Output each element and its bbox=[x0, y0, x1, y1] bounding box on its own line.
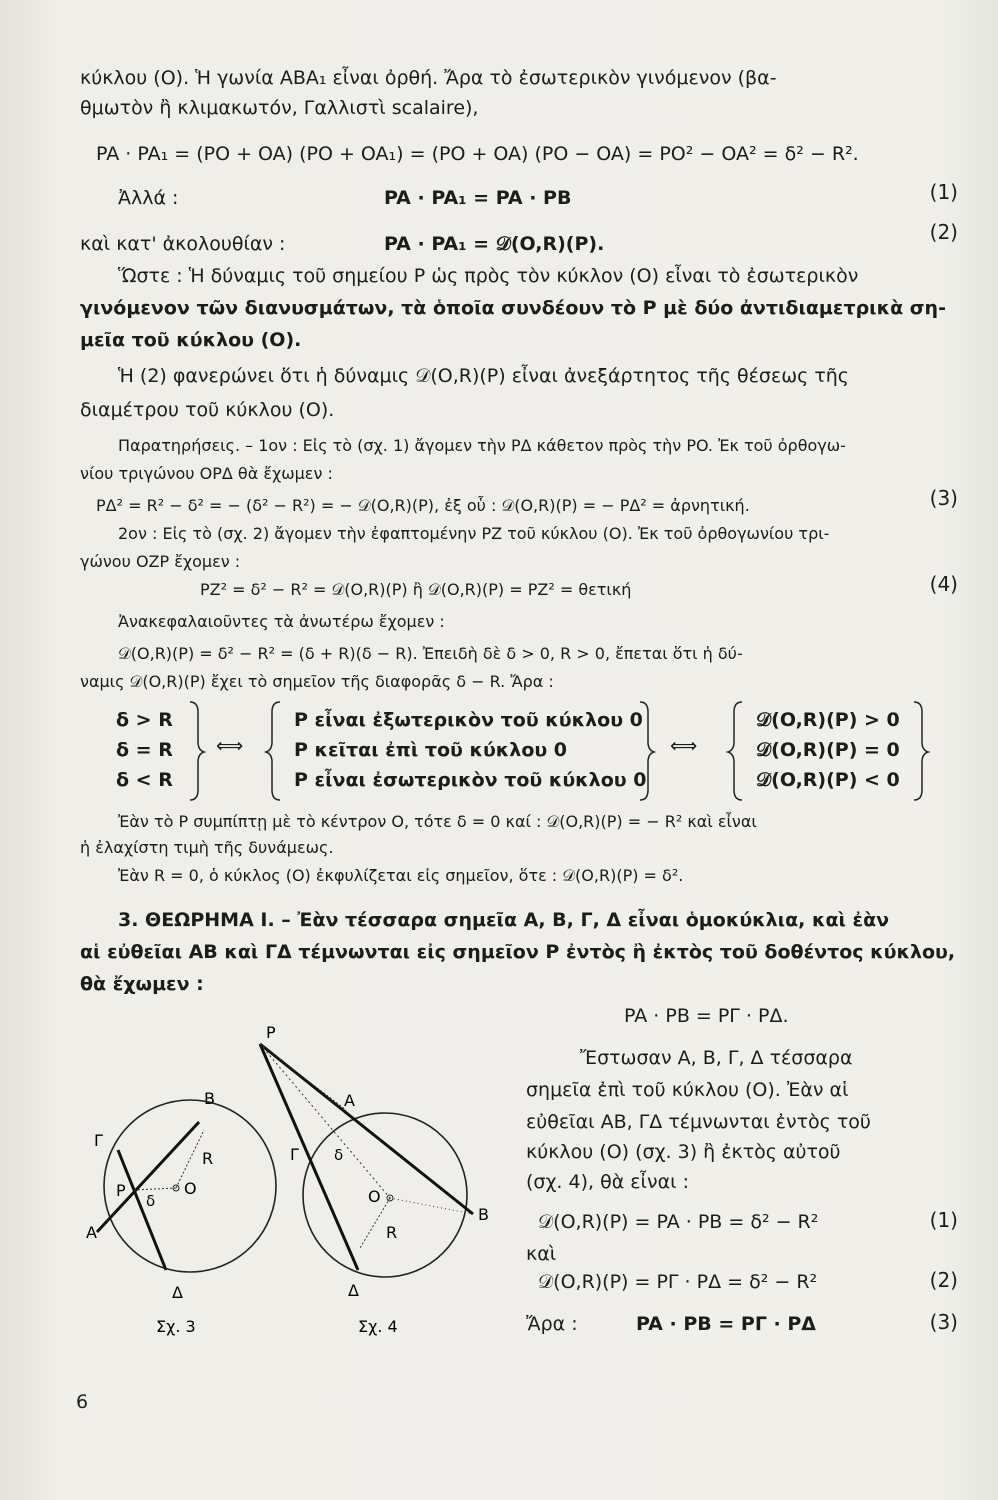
equation-number-4: (4) bbox=[929, 572, 958, 596]
equation-3: PΔ² = R² − δ² = − (δ² − R²) = − 𝒟(O,R)(P), ἐξ οὗ : 𝒟(O,R)(P) = − PΔ² = ἀρνητική. bbox=[96, 496, 750, 515]
equivalence-arrow-left: ⟺ bbox=[216, 735, 244, 757]
summary-line-2: ναμις 𝒟(O,R)(P) ἔχει τὸ σημεῖον τῆς διαφορᾶς δ − R. Ἄρα : bbox=[80, 672, 554, 691]
center-case-line-2: ἡ ἐλαχίστη τιμὴ τῆς δυνάμεως. bbox=[80, 838, 334, 857]
figure-3-caption: Σχ. 3 bbox=[156, 1317, 196, 1336]
svg-text:δ: δ bbox=[146, 1192, 156, 1210]
svg-text:Γ: Γ bbox=[94, 1131, 103, 1150]
proof-line-1: Ἔστωσαν Α, Β, Γ, Δ τέσσαρα bbox=[580, 1047, 853, 1069]
text-line-2: θμωτὸν ἢ κλιμακωτόν, Γαλλιστὶ scalaire), bbox=[80, 97, 479, 119]
summary-intro: Ἀνακεφαλαιοῦντες τὰ ἀνωτέρω ἔχομεν : bbox=[118, 612, 445, 631]
proof-equation-1: 𝒟(O,R)(P) = PA · PB = δ² − R² bbox=[538, 1211, 819, 1233]
figure-4 bbox=[260, 1023, 489, 1336]
equation-number-1: (1) bbox=[929, 180, 958, 204]
equivalence-arrow-right: ⟺ bbox=[670, 735, 698, 757]
figure-4-caption: Σχ. 4 bbox=[358, 1317, 398, 1336]
figure-3 bbox=[86, 1089, 276, 1336]
case-delta-equal: δ = R bbox=[116, 739, 173, 761]
svg-text:Β: Β bbox=[204, 1089, 215, 1108]
proof-equation-2: 𝒟(O,R)(P) = PΓ · PΔ = δ² − R² bbox=[538, 1271, 818, 1293]
case-on-circle: P κεῖται ἐπὶ τοῦ κύκλου 0 bbox=[294, 739, 568, 761]
svg-text:Δ: Δ bbox=[348, 1281, 359, 1300]
theorem-line-1: 3. ΘΕΩΡΗΜΑ Ι. – Ἐὰν τέσσαρα σημεῖα Α, Β, Γ, Δ εἶναι ὁμοκύκλια, καὶ ἐὰν bbox=[118, 909, 890, 931]
proof-equation-number-3: (3) bbox=[929, 1310, 958, 1334]
theorem-statement: PA · PB = PΓ · PΔ. bbox=[624, 1005, 789, 1027]
case-exterior: P εἶναι ἐξωτερικὸν τοῦ κύκλου 0 bbox=[294, 709, 643, 731]
proof-line-5: (σχ. 4), θὰ εἶναι : bbox=[526, 1171, 689, 1193]
conclusion-line-2: γινόμενον τῶν διανυσμάτων, τὰ ὁποῖα συνδέουν τὸ P μὲ δύο ἀντιδιαμετρικὰ ση- bbox=[80, 297, 946, 319]
svg-text:P: P bbox=[266, 1023, 276, 1042]
center-case-line-1: Ἐὰν τὸ P συμπίπτῃ μὲ τὸ κέντρον O, τότε δ = 0 καί : 𝒟(O,R)(P) = − R² καὶ εἶναι bbox=[118, 812, 757, 831]
power-negative: 𝒟(O,R)(P) < 0 bbox=[756, 769, 900, 791]
svg-text:Δ: Δ bbox=[172, 1283, 183, 1302]
proof-ara: Ἄρα : bbox=[526, 1313, 578, 1335]
power-positive: 𝒟(O,R)(P) > 0 bbox=[756, 709, 900, 731]
svg-text:δ: δ bbox=[334, 1146, 344, 1164]
paragraph-2-line-1: Ἡ (2) φανερώνει ὅτι ἡ δύναμις 𝒟(O,R)(P) εἶναι ἀνεξάρτητος τῆς θέσεως τῆς bbox=[118, 365, 849, 387]
text-alla: Ἀλλά : bbox=[118, 187, 179, 209]
equation-1: PA · PA₁ = PA · PB bbox=[384, 187, 572, 209]
proof-equation-number-1: (1) bbox=[929, 1208, 958, 1232]
remark-2-line-1: 2ον : Εἰς τὸ (σχ. 2) ἄγομεν τὴν ἐφαπτομένην PZ τοῦ κύκλου (O). Ἐκ τοῦ ὀρθογωνίου τρι- bbox=[118, 524, 830, 543]
summary-line-1: 𝒟(O,R)(P) = δ² − R² = (δ + R)(δ − R). Ἐπειδὴ δὲ δ > 0, R > 0, ἔπεται ὅτι ἡ δύ- bbox=[118, 644, 743, 663]
degenerate-case: Ἐὰν R = 0, ὁ κύκλος (O) ἐκφυλίζεται εἰς σημεῖον, ὅτε : 𝒟(O,R)(P) = δ². bbox=[118, 866, 684, 885]
svg-text:A: A bbox=[344, 1091, 355, 1110]
proof-equation-3: PA · PB = PΓ · PΔ bbox=[636, 1313, 816, 1335]
theorem-line-2: αἱ εὐθεῖαι ΑΒ καὶ ΓΔ τέμνωνται εἰς σημεῖον P ἐντὸς ἢ ἐκτὸς τοῦ δοθέντος κύκλου, bbox=[80, 941, 956, 963]
equation-number-3: (3) bbox=[929, 486, 958, 510]
svg-text:B: B bbox=[478, 1205, 489, 1224]
svg-text:O: O bbox=[368, 1187, 381, 1206]
figures-svg bbox=[80, 1020, 520, 1340]
conclusion-line-3: μεῖα τοῦ κύκλου (O). bbox=[80, 329, 302, 351]
svg-text:R: R bbox=[386, 1223, 398, 1242]
remark-2-line-2: γώνου OZP ἔχομεν : bbox=[80, 552, 241, 571]
text-line-1: κύκλου (Ο). Ἡ γωνία ΑΒΑ₁ εἶναι ὀρθή. Ἄρα τὸ ἐσωτερικὸν γινόμενον (βα- bbox=[80, 67, 777, 89]
case-delta-less: δ < R bbox=[116, 769, 173, 791]
proof-line-4: κύκλου (O) (σχ. 3) ἢ ἐκτὸς αὐτοῦ bbox=[526, 1141, 841, 1163]
proof-line-2: σημεῖα ἐπὶ τοῦ κύκλου (O). Ἐὰν αἱ bbox=[526, 1079, 849, 1101]
equation-4: PZ² = δ² − R² = 𝒟(O,R)(P) ἢ 𝒟(O,R)(P) = PZ² = θετική bbox=[200, 580, 632, 599]
remarks-line-2: νίου τριγώνου ΟΡΔ θὰ ἔχωμεν : bbox=[80, 464, 333, 483]
equation-2: PA · PA₁ = 𝒟(O,R)(P). bbox=[384, 233, 605, 255]
paragraph-2-line-2: διαμέτρου τοῦ κύκλου (O). bbox=[80, 399, 335, 421]
conclusion-line-1: Ὥστε : Ἡ δύναμις τοῦ σημείου P ὡς πρὸς τὸν κύκλον (O) εἶναι τὸ ἐσωτερικὸν bbox=[118, 265, 859, 287]
proof-line-3: εὐθεῖαι ΑΒ, ΓΔ τέμνωνται ἐντὸς τοῦ bbox=[526, 1111, 871, 1133]
proof-kai: καὶ bbox=[526, 1243, 557, 1265]
svg-text:P: P bbox=[116, 1181, 126, 1200]
remarks-line-1: Παρατηρήσεις. – 1ον : Εἰς τὸ (σχ. 1) ἄγομεν τὴν PΔ κάθετον πρὸς τὴν PO. Ἐκ τοῦ ὀρθογω- bbox=[118, 436, 846, 455]
case-interior: P εἶναι ἐσωτερικὸν τοῦ κύκλου 0 bbox=[294, 769, 647, 791]
equation-vector-product: PA · PA₁ = (PO + OA) (PO + OA₁) = (PO + OA) (PO − OA) = PO² − OA² = δ² − R². bbox=[96, 143, 859, 165]
power-zero: 𝒟(O,R)(P) = 0 bbox=[756, 739, 900, 761]
svg-text:A: A bbox=[86, 1223, 97, 1242]
page-number: 6 bbox=[76, 1391, 89, 1413]
equation-number-2: (2) bbox=[929, 220, 958, 244]
proof-equation-number-2: (2) bbox=[929, 1268, 958, 1292]
case-delta-greater: δ > R bbox=[116, 709, 173, 731]
svg-text:R: R bbox=[202, 1149, 214, 1168]
svg-text:Γ: Γ bbox=[290, 1145, 299, 1164]
theorem-line-3: θὰ ἔχωμεν : bbox=[80, 973, 204, 995]
text-kai-kat: καὶ κατ' ἀκολουθίαν : bbox=[80, 233, 286, 255]
svg-text:O: O bbox=[184, 1179, 197, 1198]
